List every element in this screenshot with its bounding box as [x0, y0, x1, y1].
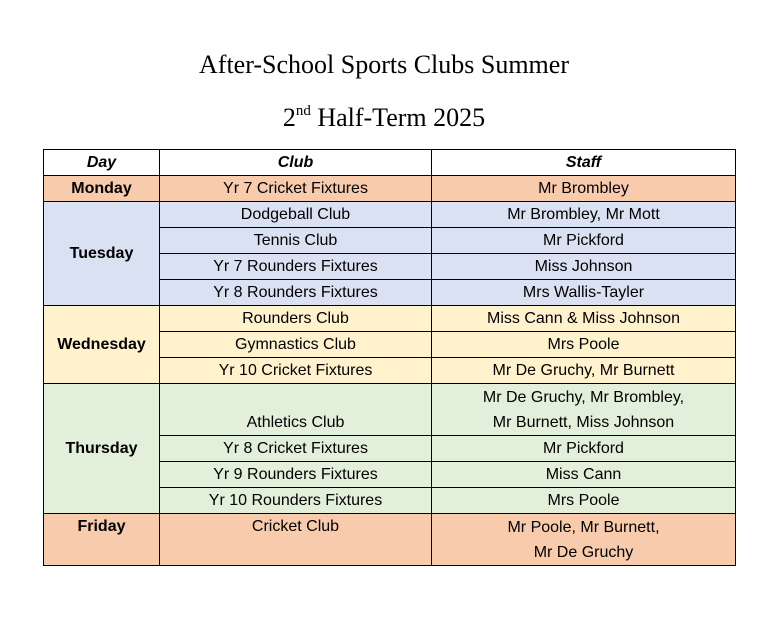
club-cell: Cricket Club [160, 514, 432, 566]
table-header-row [44, 150, 736, 176]
club-cell: Yr 9 Rounders Fixtures [160, 462, 432, 488]
staff-cell: Mr Pickford [432, 228, 736, 254]
club-cell: Yr 8 Rounders Fixtures [160, 280, 432, 306]
staff-line: Mr De Gruchy [533, 543, 634, 561]
header-club: Club [160, 150, 432, 176]
staff-cell: Miss Cann & Miss Johnson [432, 306, 736, 332]
club-cell: Yr 10 Cricket Fixtures [160, 358, 432, 384]
header-day: Day [44, 150, 160, 176]
staff-cell: Mrs Poole [432, 488, 736, 514]
table-row [44, 514, 736, 566]
day-cell-monday: Monday [44, 176, 160, 202]
staff-cell: Mrs Wallis-Tayler [432, 280, 736, 306]
staff-cell: Miss Cann [432, 462, 736, 488]
club-cell: Yr 7 Cricket Fixtures [160, 176, 432, 202]
page-subtitle [0, 103, 768, 133]
staff-cell: Mr Brombley [432, 176, 736, 202]
club-cell: Tennis Club [160, 228, 432, 254]
staff-line: Mr Poole, Mr Burnett, [507, 518, 660, 536]
staff-line: Mr De Gruchy, Mr Brombley, [482, 388, 685, 406]
header-staff: Staff [432, 150, 736, 176]
club-cell: Dodgeball Club [160, 202, 432, 228]
day-cell-friday: Friday [44, 514, 160, 566]
subtitle-ordinal-suffix: nd [295, 103, 311, 119]
staff-cell: Miss Johnson [432, 254, 736, 280]
table-row [44, 384, 736, 436]
table-row [44, 202, 736, 228]
day-cell-tuesday: Tuesday [44, 202, 160, 306]
staff-line: Mr Burnett, Miss Johnson [492, 413, 675, 431]
club-cell: Athletics Club [160, 384, 432, 436]
subtitle-number: 2 [282, 103, 296, 132]
club-cell: Yr 10 Rounders Fixtures [160, 488, 432, 514]
table-row [44, 306, 736, 332]
club-cell: Rounders Club [160, 306, 432, 332]
staff-cell [432, 514, 736, 566]
club-cell: Yr 7 Rounders Fixtures [160, 254, 432, 280]
page-title: After-School Sports Clubs Summer [199, 50, 569, 79]
table-row [44, 176, 736, 202]
subtitle-rest: Half-Term 2025 [310, 103, 486, 132]
staff-cell: Mrs Poole [432, 332, 736, 358]
club-cell: Yr 8 Cricket Fixtures [160, 436, 432, 462]
club-cell: Gymnastics Club [160, 332, 432, 358]
clubs-table [43, 149, 736, 566]
staff-cell: Mr Pickford [432, 436, 736, 462]
staff-cell: Mr De Gruchy, Mr Burnett [432, 358, 736, 384]
day-cell-wednesday: Wednesday [44, 306, 160, 384]
staff-cell: Mr Brombley, Mr Mott [432, 202, 736, 228]
day-cell-thursday: Thursday [44, 384, 160, 514]
staff-cell [432, 384, 736, 436]
